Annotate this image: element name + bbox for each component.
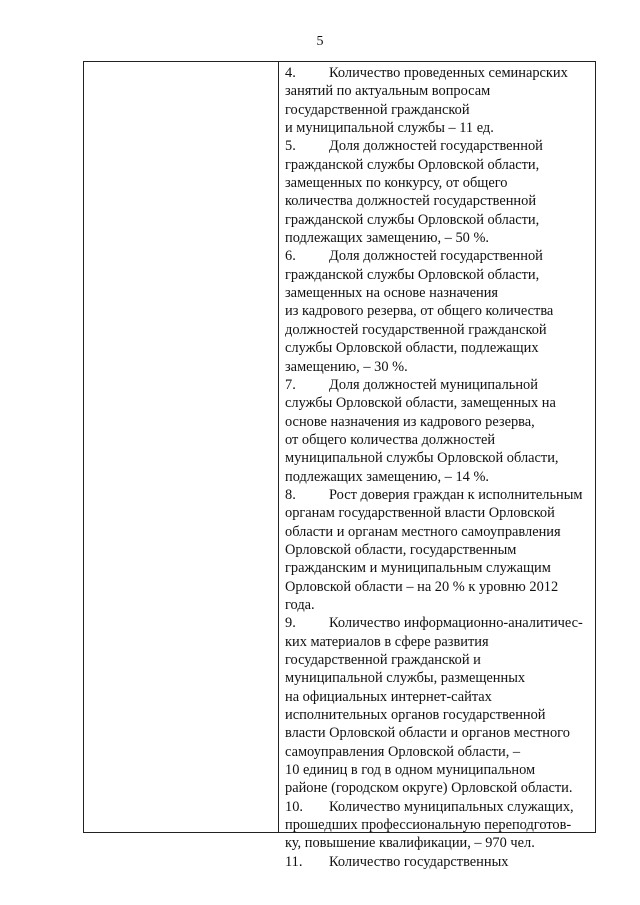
item-line: государственной гражданской и (285, 652, 481, 668)
list-item (285, 614, 597, 797)
item-line: из кадрового резерва, от общего количества (285, 303, 554, 320)
item-line: службы Орловской области, замещенных на (285, 395, 556, 412)
list-item (285, 137, 597, 247)
item-text: Количество проведенных семинарских (329, 65, 568, 81)
item-text: Доля должностей государственной (329, 248, 543, 265)
item-line: на официальных интернет-сайтах (285, 688, 492, 705)
item-number: 11. (285, 853, 303, 870)
list-item (285, 64, 597, 137)
item-line: подлежащих замещению, – 50 %. (285, 230, 490, 247)
item-line: замещению, – 30 %. (285, 358, 408, 375)
item-line: районе (городском округе) Орловской области. (285, 780, 573, 797)
item-line: государственной гражданской (285, 101, 470, 118)
item-line: области и органам местного самоуправления (285, 523, 561, 540)
item-first-line (285, 798, 597, 816)
item-number: 10. (285, 798, 303, 815)
item-text: Рост доверия граждан к исполнительным (329, 486, 583, 503)
list-item (285, 798, 597, 853)
item-text: Доля должностей муниципальной (329, 376, 538, 393)
item-line: ких материалов в сфере развития (285, 633, 489, 650)
item-text: Количество информационно-аналитичес- (329, 615, 583, 632)
item-number: 9. (285, 615, 296, 632)
item-line: количества должностей государственной (285, 193, 537, 210)
list-item (285, 853, 597, 871)
item-line: года. (285, 596, 315, 613)
list-item (285, 247, 597, 375)
list-item (285, 376, 597, 486)
table-left-cell (84, 62, 277, 832)
item-first-line (285, 247, 597, 265)
item-line: самоуправления Орловской области, – (285, 743, 521, 760)
table-right-cell (285, 64, 597, 871)
item-number: 4. (285, 65, 296, 81)
item-line: гражданской службы Орловской области, (285, 211, 540, 228)
item-line: исполнительных органов государственной (285, 707, 546, 724)
item-number: 6. (285, 248, 296, 265)
item-first-line (285, 853, 597, 871)
item-line: Орловской области, государственным (285, 541, 517, 558)
item-first-line (285, 64, 597, 82)
item-line: органам государственной власти Орловской (285, 505, 555, 522)
item-line: муниципальной службы Орловской области, (285, 450, 559, 467)
item-number: 7. (285, 376, 296, 393)
item-number: 5. (285, 138, 296, 155)
item-line: основе назначения из кадрового резерва, (285, 413, 535, 430)
item-line: ку, повышение квалификации, – 970 чел. (285, 835, 535, 852)
item-line: муниципальной службы, размещенных (285, 670, 526, 687)
item-text: Количество муниципальных служащих, (329, 798, 574, 815)
item-line: и муниципальной службы – 11 ед. (285, 120, 494, 137)
page-number: 5 (316, 34, 324, 49)
item-line: гражданской службы Орловской области, (285, 266, 540, 283)
item-number: 8. (285, 486, 296, 503)
item-line: Орловской области – на 20 % к уровню 2012 (285, 578, 559, 595)
item-first-line (285, 614, 597, 632)
item-line: замещенных на основе назначения (285, 285, 499, 302)
item-first-line (285, 376, 597, 394)
item-first-line (285, 137, 597, 155)
item-line: прошедших профессиональную переподготов- (285, 817, 572, 834)
item-first-line (285, 486, 597, 504)
item-line: занятий по актуальным вопросам (285, 83, 491, 100)
item-line: 10 единиц в год в одном муниципальном (285, 762, 536, 779)
item-line: замещенных по конкурсу, от общего (285, 175, 508, 192)
item-line: от общего количества должностей (285, 431, 496, 448)
item-text: Доля должностей государственной (329, 138, 543, 155)
item-line: должностей государственной гражданской (285, 321, 547, 338)
table-column-divider (278, 61, 279, 833)
item-line: гражданским и муниципальным служащим (285, 560, 551, 577)
item-line: гражданской службы Орловской области, (285, 156, 540, 173)
item-line: подлежащих замещению, – 14 %. (285, 468, 490, 485)
list-item (285, 486, 597, 614)
item-line: службы Орловской области, подлежащих (285, 340, 539, 357)
item-line: власти Орловской области и органов местного (285, 725, 570, 742)
item-text: Количество государственных (329, 853, 509, 870)
